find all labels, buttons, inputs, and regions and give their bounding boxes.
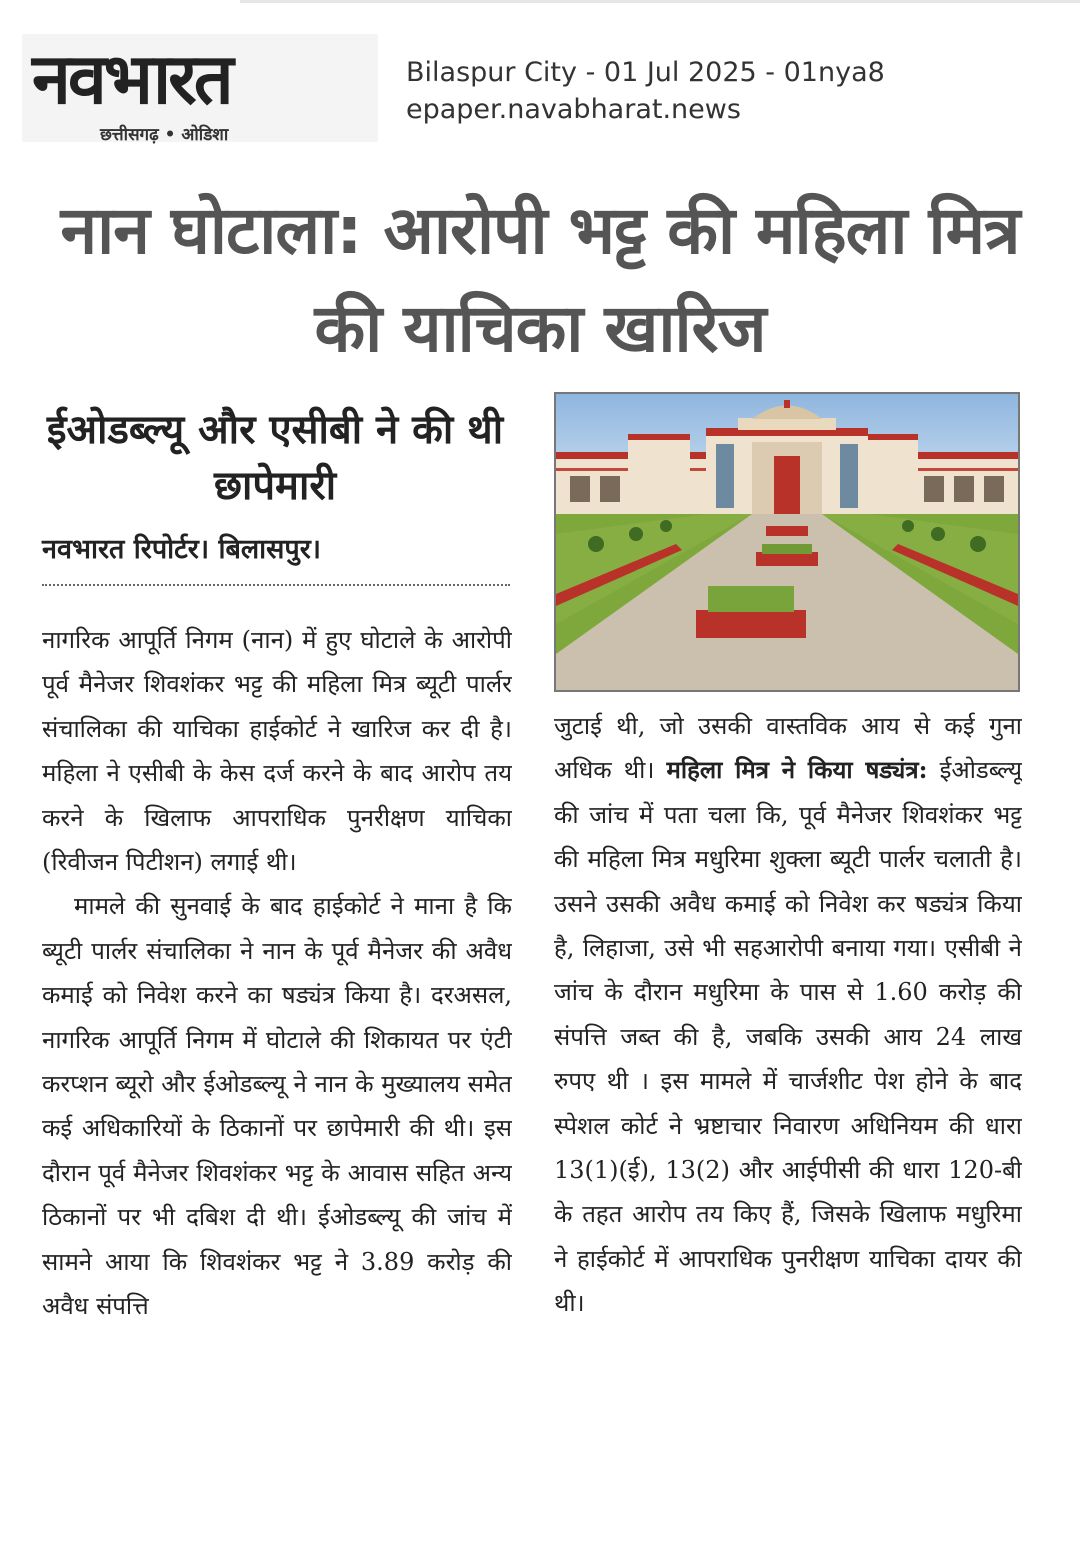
- paragraph-intro: जुटाई थी, जो उसकी वास्तविक आय से कई गुना अधिक थी।: [554, 712, 1022, 785]
- byline-divider: [42, 584, 510, 586]
- article-headline: नान घोटाला: आरोपी भट्ट की महिला मित्र की याचिका खारिज: [60, 192, 1020, 367]
- newspaper-logo: नवभारत: [32, 38, 231, 120]
- paragraph: नागरिक आपूर्ति निगम (नान) में हुए घोटाले के आरोपी पूर्व मैनेजर शिवशंकर भट्ट की महिला मित्र ब्यूटी पार्लर संचालिका की याचिका हाईकोर्ट ने खारिज कर दी है। महिला ने एसीबी के केस दर्ज करने के बाद आरोप तय करने के खिलाफ आपराधिक पुनरीक्षण याचिका (रिवीजन पिटीशन) लगाई थी।: [42, 626, 512, 877]
- article-column-1: [42, 618, 512, 1533]
- edition-info: [406, 54, 885, 128]
- website-text: epaper.navabharat.news: [406, 94, 741, 125]
- article-byline: नवभारत रिपोर्टर। बिलासपुर।: [42, 534, 322, 565]
- top-rule: [240, 0, 1080, 3]
- high-court-photo: [554, 392, 1020, 692]
- logo-regions: छत्तीसगढ़ • ओडिशा: [100, 125, 229, 145]
- paragraph: [554, 704, 1022, 1326]
- section-subheading: महिला मित्र ने किया षड्यंत्र:: [666, 755, 928, 785]
- paragraph-body: ईओडब्ल्यू की जांच में पता चला कि, पूर्व मैनेजर शिवशंकर भट्ट की महिला मित्र मधुरिमा शुक्ला ब्यूटी पार्लर चलाती है। उसने उसकी अवैध कमाई को निवेश कर षड्यंत्र किया है, लिहाजा, उसे भी सहआरोपी बनाया गया। एसीबी ने जांच के दौरान मधुरिमा के पास से 1.60 करोड़ की संपत्ति जब्त की है, जबकि उसकी आय 24 लाख रुपए थी । इस मामले में चार्जशीट पेश होने के बाद स्पेशल कोर्ट ने भ्रष्टाचार निवारण अधिनियम की धारा 13(1)(ई), 13(2) और आईपीसी की धारा 120-बी के तहत आरोप तय किए हैं, जिसके खिलाफ मधुरिमा ने हाईकोर्ट में आपराधिक पुनरीक्षण याचिका दायर की थी।: [554, 756, 1022, 1318]
- edition-line: Bilaspur City - 01 Jul 2025 - 01nya8: [406, 57, 885, 88]
- article-column-2: [554, 704, 1022, 1534]
- article-subheadline: ईओडब्ल्यू और एसीबी ने की थी छापेमारी: [46, 407, 504, 509]
- masthead: [22, 34, 378, 145]
- paragraph: मामले की सुनवाई के बाद हाईकोर्ट ने माना है कि ब्यूटी पार्लर संचालिका ने नान के पूर्व मैनेजर की अवैध कमाई को निवेश करने का षड्यंत्र किया है। दरअसल, नागरिक आपूर्ति निगम में घोटाले की शिकायत पर एंटी करप्शन ब्यूरो और ईओडब्ल्यू ने नान के मुख्यालय समेत कई अधिकारियों के ठिकानों पर छापेमारी की थी। इस दौरान पूर्व मैनेजर शिवशंकर भट्ट के आवास सहित अन्य ठिकानों पर भी दबिश दी थी। ईओडब्ल्यू की जांच में सामने आया कि शिवशंकर भट्ट ने 3.89 करोड़ की अवैध संपत्ति: [42, 892, 512, 1321]
- building-illustration: [556, 394, 1018, 690]
